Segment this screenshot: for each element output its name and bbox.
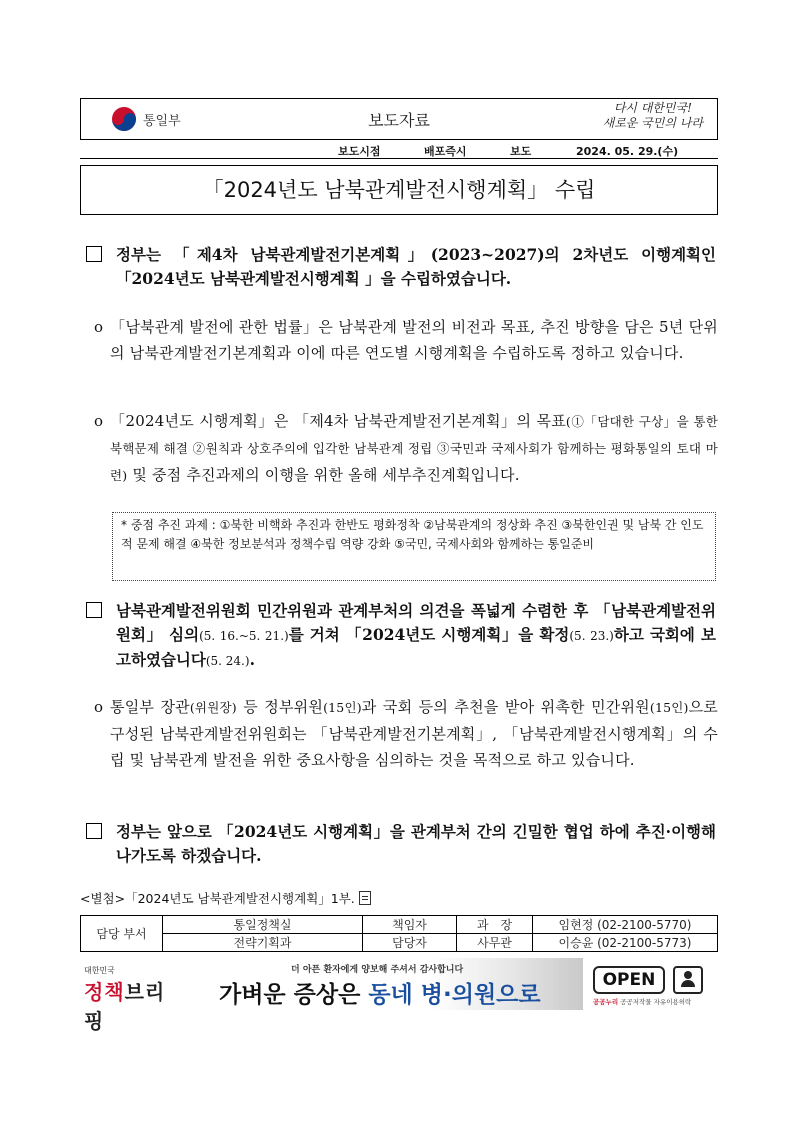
checkbox-icon bbox=[86, 602, 102, 618]
attachment-file-icon[interactable] bbox=[359, 891, 371, 905]
sub-text: 「남북관계 발전에 관한 법률」은 남북관계 발전의 비전과 목표, 추진 방향을 담은 5년 단위의 남북관계발전기본계획과 이에 따른 연도별 시행계획을 수립하도록 정하고 있습니다. bbox=[110, 318, 718, 362]
policy-logo-red: 정책 bbox=[84, 980, 125, 1004]
doc-type: 보도자료 bbox=[368, 111, 430, 130]
sub-text-b: 및 중점 추진과제의 이행을 위한 올해 세부추진계획입니다. bbox=[127, 466, 520, 484]
banner-text-a: 가벼운 증상은 bbox=[219, 982, 369, 1008]
policy-logo-small: 대한민국 bbox=[84, 966, 115, 975]
banner-text-highlight: 동네 병·의원 bbox=[368, 982, 497, 1008]
heading-part-a: 남북관계발전위원회 민간위원과 관계부처의 의견을 폭넓게 수렴한 후 「남북관계발전위원회」 심의 bbox=[116, 601, 716, 644]
section-heading bbox=[116, 599, 716, 673]
heading-date-2: (5. 23.) bbox=[569, 629, 614, 643]
release-date: 2024. 05. 29.(수) bbox=[576, 145, 679, 158]
section-heading: 정부는 「제4차 남북관계발전기본계획」(2023~2027)의 2차년도 이행계획인 「2024년도 남북관계발전시행계획 」을 수립하였습니다. bbox=[116, 245, 716, 288]
sub-small-2: (15인) bbox=[323, 700, 362, 715]
sub-text-a: 통일부 장관 bbox=[110, 698, 190, 716]
policy-logo-dark: 브리핑 bbox=[84, 980, 166, 1033]
person-cell: 이승윤 (02-2100-5773) bbox=[533, 934, 718, 952]
title-cell: 과 장 bbox=[457, 916, 533, 934]
open-label: OPEN bbox=[593, 966, 665, 994]
open-caption-red: 공공누리 bbox=[593, 998, 619, 1006]
sub-item-1 bbox=[94, 314, 718, 366]
banner-text-c: 으로 bbox=[496, 982, 541, 1008]
policy-briefing-logo bbox=[84, 965, 174, 1034]
office-cell: 통일정책실 bbox=[163, 916, 363, 934]
title-cell: 사무관 bbox=[457, 934, 533, 952]
bullet-icon: o bbox=[94, 318, 104, 336]
attachment-text: <별첨>「2024년도 남북관계발전시행계획」1부. bbox=[80, 891, 355, 906]
contact-table bbox=[80, 915, 718, 952]
sub-item-2 bbox=[94, 408, 718, 489]
open-caption bbox=[593, 997, 691, 1006]
checkbox-icon bbox=[86, 823, 102, 839]
ministry-name: 통일부 bbox=[143, 113, 181, 129]
sub-text-c: 과 국회 등의 추천을 받아 위촉한 민간위원 bbox=[361, 698, 650, 716]
heading-part-b: 를 거쳐 「2024년도 시행계획」을 확정 bbox=[288, 625, 570, 644]
sub-text bbox=[110, 694, 718, 773]
section-item-3 bbox=[86, 820, 716, 868]
attribution-person-icon bbox=[673, 966, 703, 994]
role-cell: 책임자 bbox=[363, 916, 457, 934]
release-time-label: 보도시점 bbox=[338, 145, 381, 158]
sub-text-a: 「2024년도 시행계획」은 「제4차 남북관계발전기본계획」의 목표 bbox=[110, 412, 566, 430]
section-item-2 bbox=[86, 599, 716, 673]
heading-date-3: (5. 24.) bbox=[205, 654, 250, 668]
section-item-1 bbox=[86, 243, 716, 291]
kogl-open-badge bbox=[593, 966, 711, 1006]
person-cell: 임현정 (02-2100-5770) bbox=[533, 916, 718, 934]
note-box: * 중점 추진 과제 : ①북한 비핵화 추진과 한반도 평화정착 ②남북관계의 정상화 추진 ③북한인권 및 남북 간 인도적 문제 해결 ④북한 정보분석과 정책수립 역량 강화 ⑤국민, 국제사회와 함께하는 통일준비 bbox=[112, 512, 716, 581]
slogan bbox=[603, 101, 703, 131]
sub-text bbox=[110, 408, 718, 489]
banner-headline bbox=[219, 976, 541, 1009]
release-time-value: 배포즉시 bbox=[424, 145, 467, 158]
heading-end: . bbox=[249, 650, 255, 669]
sub-item-3 bbox=[94, 694, 718, 773]
sub-text-b: 등 정부위원 bbox=[236, 698, 324, 716]
table-row bbox=[81, 934, 718, 952]
heading-part-c: 하고 국회에 보고하였습니다 bbox=[116, 625, 716, 669]
dept-label: 담당 부서 bbox=[81, 916, 163, 952]
role-cell: 담당자 bbox=[363, 934, 457, 952]
header-box bbox=[80, 98, 718, 140]
attachment-line bbox=[80, 889, 371, 907]
sub-text-small: (①「담대한 구상」을 통한 북핵문제 해결 ②원칙과 상호주의에 입각한 남북관계 정립 ③국민과 국제사회가 함께하는 평화통일의 토대 마련) bbox=[110, 414, 718, 483]
table-row bbox=[81, 916, 718, 934]
campaign-banner bbox=[203, 958, 583, 1010]
section-heading: 정부는 앞으로 「2024년도 시행계획」을 관계부처 간의 긴밀한 협업 하에 추진·이행해 나가도록 하겠습니다. bbox=[116, 822, 716, 865]
page-title: 「2024년도 남북관계발전시행계획」 수립 bbox=[80, 165, 718, 215]
release-meta bbox=[80, 140, 718, 159]
bullet-icon: o bbox=[94, 412, 104, 430]
policy-logo-big bbox=[84, 976, 174, 1034]
report-label: 보도 bbox=[510, 145, 532, 158]
open-caption-text: 공공저작물 자유이용허락 bbox=[618, 998, 692, 1006]
banner-caption: 더 아픈 환자에게 양보해 주셔서 감사합니다 bbox=[291, 965, 464, 975]
slogan-line2: 새로운 국민의 나라 bbox=[602, 116, 703, 130]
office-cell: 전략기획과 bbox=[163, 934, 363, 952]
heading-date-1: (5. 16.~5. 21.) bbox=[199, 629, 289, 643]
sub-small-1: (위원장) bbox=[189, 700, 237, 715]
checkbox-icon bbox=[86, 246, 102, 262]
sub-small-3: (15인) bbox=[649, 700, 689, 715]
bullet-icon: o bbox=[94, 698, 104, 716]
slogan-line1: 다시 대한민국! bbox=[613, 101, 692, 115]
sub-text-d: 으로 구성된 남북관계발전위원회는 「남북관계발전기본계획」, 「남북관계발전시행계획」의 수립 및 남북관계 발전을 위한 중요사항을 심의하는 것을 목적으로 하고 있습니다. bbox=[110, 698, 718, 769]
